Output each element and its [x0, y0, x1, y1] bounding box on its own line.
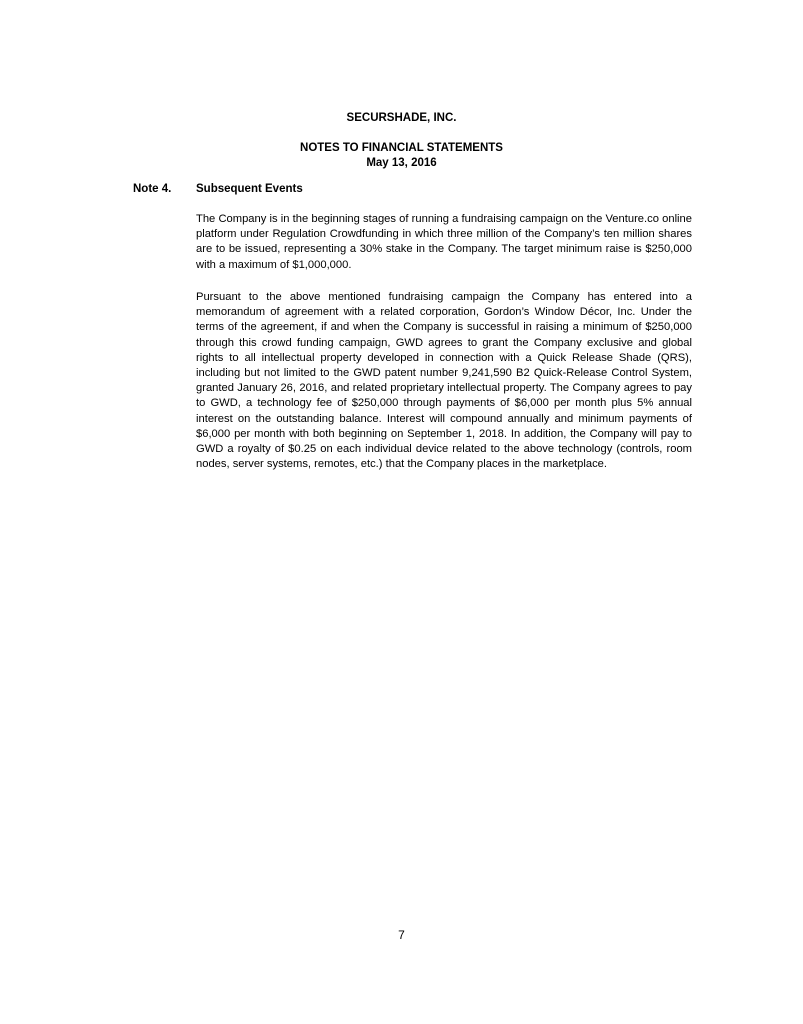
note-title: Subsequent Events: [196, 183, 303, 195]
statement-title: NOTES TO FINANCIAL STATEMENTS: [300, 142, 503, 154]
page-number: 7: [398, 928, 405, 942]
company-name: SECURSHADE, INC.: [346, 112, 457, 124]
note-number: Note 4.: [133, 183, 172, 195]
statement-date: May 13, 2016: [366, 157, 437, 169]
statement-heading: [0, 141, 803, 171]
note-paragraph-1: The Company is in the beginning stages of running a fundraising campaign on the Venture.co online platform under Regulation Crowdfunding in which three million of the Company’s ten million shares are to be issued, representing a 30% stake in the Company. The target minimum raise is $250,000 with a maximum of $1,000,000.: [196, 213, 692, 271]
note-paragraph-2: Pursuant to the above mentioned fundraising campaign the Company has entered into a memorandum of agreement with a related corporation, Gordon’s Window Décor, Inc. Under the terms of the agreement, if and when the Company is successful in raising a minimum of $250,000 through this crowd funding campaign, GWD agrees to grant the Company exclusive and global rights to all intellectual property developed in connection with a Quick Release Shade (QRS), including but not limited to the GWD patent number 9,241,590 B2 Quick-Release Control System, granted January 26, 2016, and related proprietary intellectual property. The Company agrees to pay to GWD, a technology fee of $250,000 through payments of $6,000 per month plus 5% annual interest on the outstanding balance. Interest will compound annually and minimum payments of $6,000 per month with both beginning on September 1, 2018. In addition, the Company will pay to GWD a royalty of $0.25 on each individual device related to the above technology (controls, room nodes, server systems, remotes, etc.) that the Company places in the marketplace.: [196, 291, 692, 471]
